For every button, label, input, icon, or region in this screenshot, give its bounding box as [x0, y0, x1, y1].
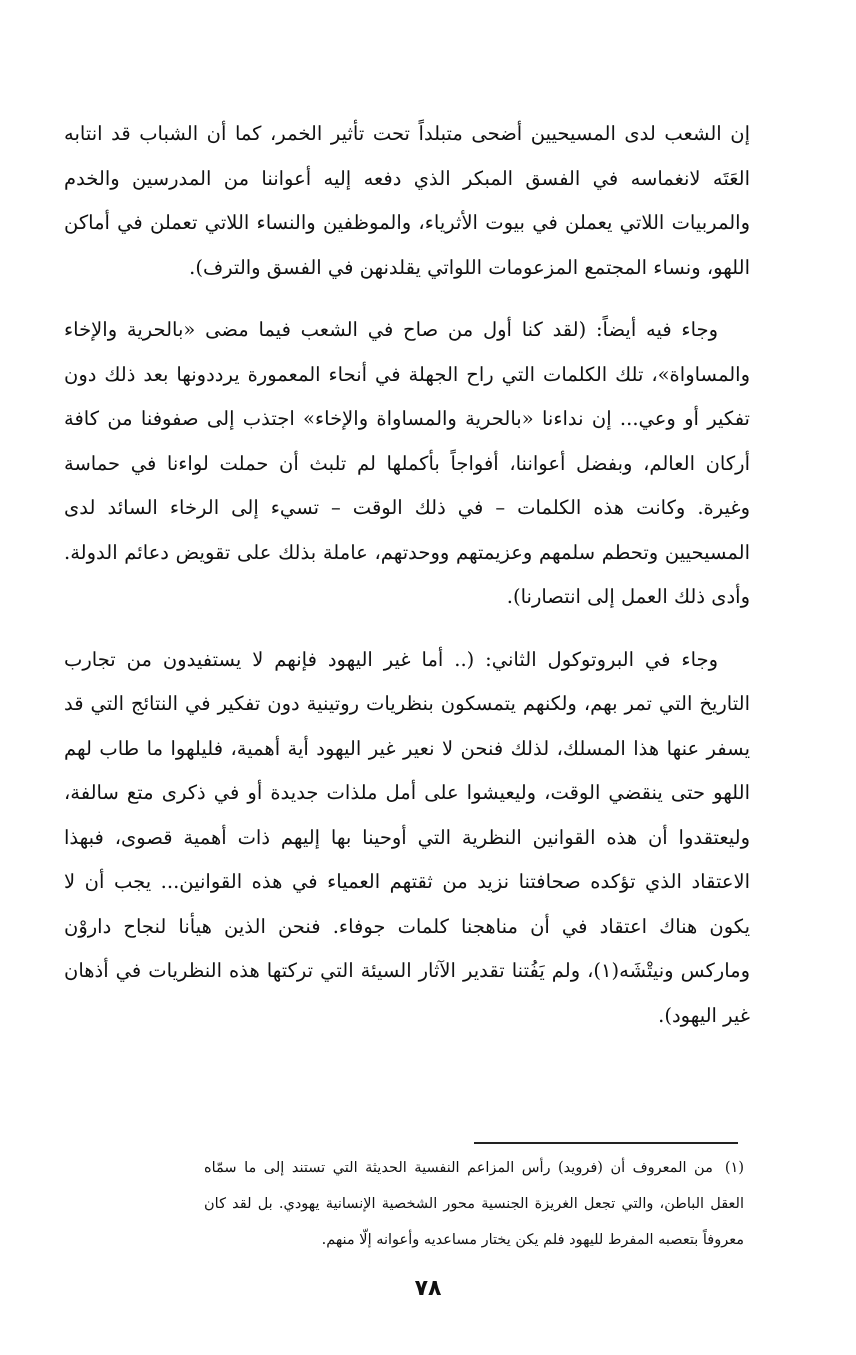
paragraph-3: وجاء في البروتوكول الثاني: (.. أما غير اليهود فإنهم لا يستفيدون من تجارب التاريخ التي تمر بهم، ولكنهم يتمسكون بنظريات روتينية دون تفكير في النتائج التي قد يسفر عنها هذا المسلك، لذلك فنحن لا نعير غير اليهود أية أهمية، فليلهوا ما طاب لهم اللهو حتى ينقضي الوقت، وليعيشوا على أمل ملذات جديدة أو في ذكرى متع سالفة، وليعتقدوا أن هذه القوانين النظرية التي أوحينا بها إليهم ذات أهمية قصوى، فبهذا الاعتقاد الذي تؤكده صحافتنا نزيد من ثقتهم العمياء في هذه القوانين... يجب أن لا يكون هناك اعتقاد في أن مناهجنا كلمات جوفاء. فنحن الذين هيأنا لنجاح داروْن وماركس ونيتْشَه(١)، ولم يَفُتنا تقدير الآثار السيئة التي تركتها هذه النظريات في أذهان غير اليهود). [64, 647, 750, 1027]
page-number: ٧٨ [414, 1276, 442, 1301]
paragraph-spacer [64, 290, 750, 308]
footnote-marker: (١) [724, 1160, 744, 1176]
paragraph-spacer [64, 620, 750, 638]
paragraph-1: إن الشعب لدى المسيحيين أضحى متبلداً تحت تأثير الخمر، كما أن الشباب قد انتابه العَتَه لانغماسه في الفسق المبكر الذي دفعه إليه أعواننا من المدرسين والخدم والمربيات اللاتي يعملن في بيوت الأثرياء، والموظفين والنساء اللاتي تعملن في أماكن اللهو، ونساء المجتمع المزعومات اللواتي يقلدنهن في الفسق والترف). [64, 122, 750, 279]
footnote [204, 1150, 744, 1258]
footnote-separator [474, 1142, 738, 1144]
main-text [64, 112, 750, 1038]
footnote-text: من المعروف أن (فرويد) رأس المزاعم النفسية الحديثة التي تستند إلى ما سمّاه العقل الباطن، والتي تجعل الغريزة الجنسية محور الشخصية الإنسانية يهودي. بل لقد كان معروفاً بتعصبه المفرط لليهود فلم يكن يختار مساعديه وأعوانه إلّا منهم. [204, 1160, 744, 1248]
paragraph-2: وجاء فيه أيضاً: (لقد كنا أول من صاح في الشعب فيما مضى «بالحرية والإخاء والمساواة»، تلك الكلمات التي راح الجهلة في أنحاء المعمورة يرددونها بعد ذلك دون تفكير أو وعي... إن نداءنا «بالحرية والمساواة والإخاء» اجتذب إلى صفوفنا من كافة أركان العالم، وبفضل أعواننا، أفواجاً بأكملها لم تلبث أن حملت لواءنا في حماسة وغيرة. وكانت هذه الكلمات – في ذلك الوقت – تسيء إلى الرخاء السائد لدى المسيحيين وتحطم سلمهم وعزيمتهم ووحدتهم، عاملة بذلك على تقويض دعائم الدولة. وأدى ذلك العمل إلى انتصارنا). [64, 318, 750, 608]
